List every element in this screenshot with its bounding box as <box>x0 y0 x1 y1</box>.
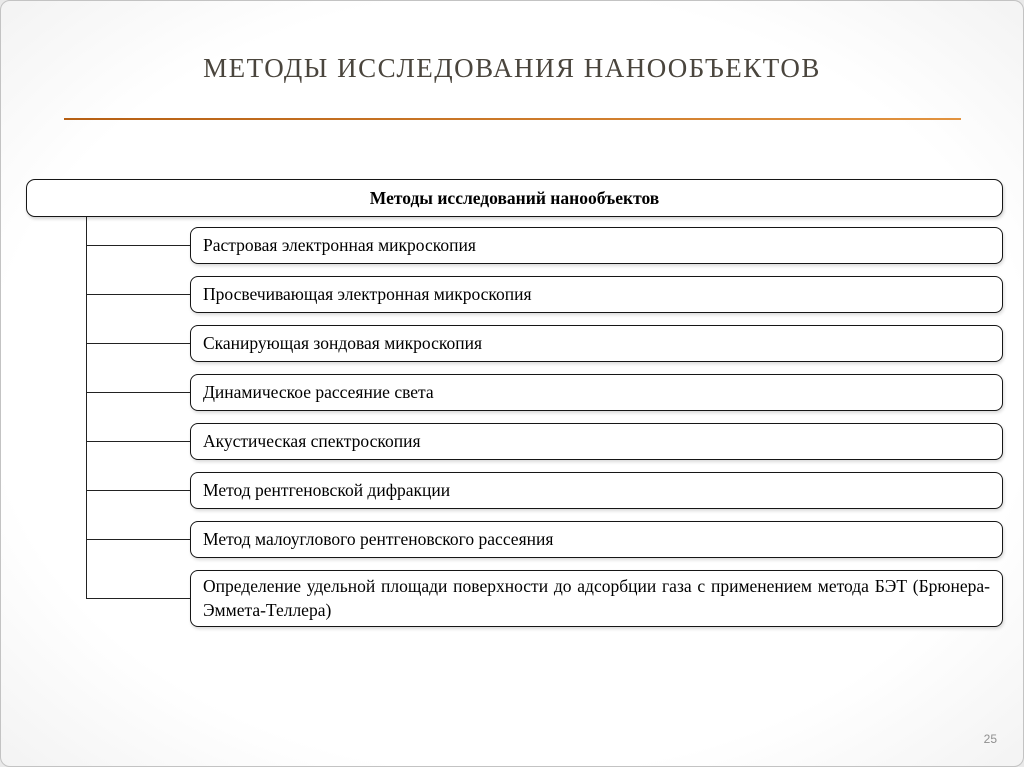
connector-line <box>86 441 190 442</box>
tree-node <box>190 374 1003 411</box>
tree-row <box>86 570 1003 627</box>
node-label: Акустическая спектроскопия <box>203 431 421 451</box>
node-label: Сканирующая зондовая микроскопия <box>203 333 483 353</box>
tree-node <box>190 570 1003 627</box>
connector-line <box>86 539 190 540</box>
tree-row <box>86 423 1003 460</box>
tree-node <box>190 472 1003 509</box>
connector-line <box>86 490 190 491</box>
node-label: Просвечивающая электронная микроскопия <box>203 284 532 304</box>
tree-node <box>190 521 1003 558</box>
tree-row <box>86 521 1003 558</box>
tree-row <box>86 374 1003 411</box>
node-label: Определение удельной площади поверхности до адсорбции газа с применением метода БЭТ (Брюнера-Эммета-Теллера) <box>203 576 990 620</box>
root-node-label: Методы исследований нанообъектов <box>369 187 660 208</box>
connector-line <box>86 245 190 246</box>
connector-line <box>86 343 190 344</box>
connector-line <box>86 598 190 599</box>
tree-node <box>190 227 1003 264</box>
tree-node <box>190 325 1003 362</box>
tree-node <box>190 423 1003 460</box>
tree-row <box>86 227 1003 264</box>
node-label: Метод рентгеновской дифракции <box>203 480 451 500</box>
tree-row <box>86 276 1003 313</box>
slide-title: МЕТОДЫ ИССЛЕДОВАНИЯ НАНООБЪЕКТОВ <box>203 53 821 83</box>
accent-divider <box>64 118 961 120</box>
node-label: Растровая электронная микроскопия <box>203 235 476 255</box>
tree-row <box>86 325 1003 362</box>
page-number: 25 <box>983 732 997 746</box>
tree-row <box>86 472 1003 509</box>
connector-line <box>86 392 190 393</box>
root-node <box>26 179 1003 217</box>
connector-line <box>86 294 190 295</box>
node-label: Динамическое рассеяние света <box>203 382 434 402</box>
node-label: Метод малоуглового рентгеновского рассеяния <box>203 529 554 549</box>
diagram-children <box>86 227 1003 627</box>
tree-node <box>190 276 1003 313</box>
